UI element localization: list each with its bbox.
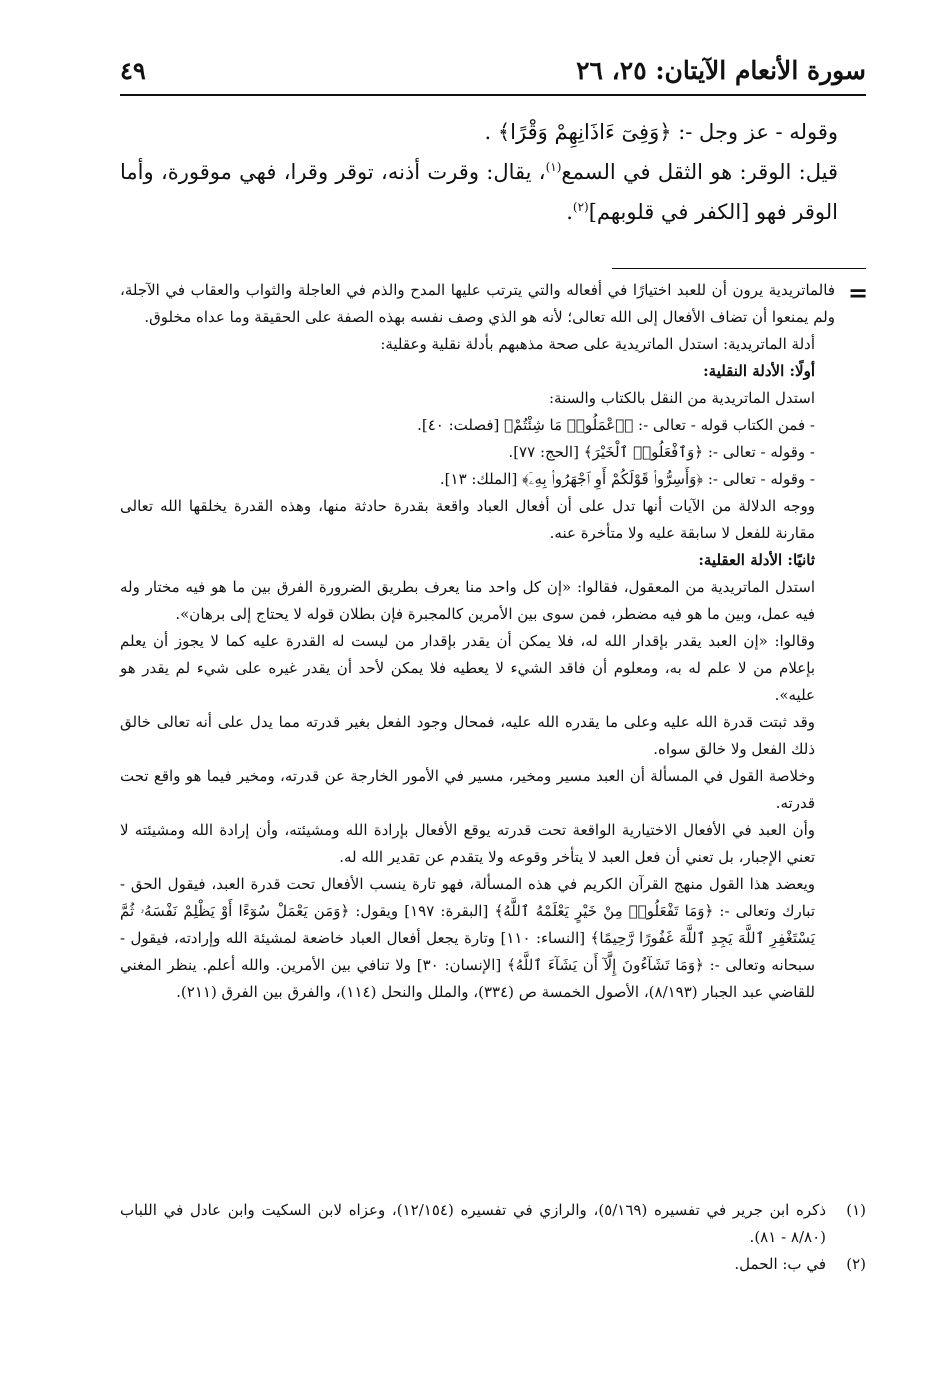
footnote-text: ذكره ابن جرير في تفسيره (٥/١٦٩)، والرازي في تفسيره (١٢/١٥٤)، وعزاه لابن السكيت وابن عادل في اللباب (٨/٨٠ - ٨١). — [120, 1201, 826, 1246]
running-header — [120, 54, 866, 94]
footnote-text: في ب: الحمل. — [734, 1255, 826, 1273]
commentary-paragraph: وأن العبد في الأفعال الاختيارية الواقعة تحت قدرته يوقع الأفعال بإرادة الله ومشيئته، وأن إرادة الله ومشيئته لا تعني الإجبار، بل تعني أن فعل العبد لا يتأخر وقوعه ولا يتقدم عن تقدير الله له. — [120, 821, 815, 866]
commentary-heading: أولًا: الأدلة النقلية: — [703, 362, 815, 380]
commentary-paragraph: وقالوا: «إن العبد يقدر بإقدار الله له، فلا يمكن أن يقدر بإقدار من ليست له القدرة عليه كما لا يجوز أن يعلم بإعلام من لا علم له به، ومعلوم أن فاقد الشيء لا يعطيه فلا يمكن لأحد أن يقدر غيره على شيء لم يقدر هو عليه». — [120, 632, 815, 704]
footnote-separator — [612, 268, 866, 269]
main-p2-text-c: . — [566, 200, 573, 224]
footnote-1 — [120, 1197, 866, 1251]
commentary-evidence-item: - وقوله - تعالى -: ﴿وَٱفْعَلُوا۟ ٱلْخَيْرَ﴾ [الحج: ٧٧]. — [508, 443, 815, 461]
main-p2-text-a: قيل: الوقر: هو الثقل في السمع — [561, 160, 839, 184]
page-number: ٤٩ — [120, 56, 146, 85]
commentary-paragraph: أدلة الماتريدية: استدل الماتريدية على صحة مذهبهم بأدلة نقلية وعقلية: — [380, 335, 815, 353]
main-paragraph-2 — [120, 152, 866, 232]
commentary-evidence-item: - وقوله - تعالى -: ﴿وَأَسِرُّوا۟ قَوْلَكُمْ أَوِ ٱجْهَرُوا۟ بِهِۦٓ﴾ [الملك: ١٣]. — [439, 470, 815, 488]
main-paragraph-1: وقوله - عز وجل -: ﴿وَفِىٓ ءَاذَانِهِمْ وَقْرًا﴾ . — [484, 120, 838, 144]
footnote-ref-1[interactable]: (١) — [545, 160, 562, 174]
header-title: سورة الأنعام الآيتان: ٢٥، ٢٦ — [576, 56, 866, 85]
footnote-2 — [120, 1251, 866, 1278]
footnote-number: (١) — [846, 1201, 866, 1219]
main-p2-text-b: ، يقال: وقرت أذنه، توقر وقرا، فهي موقورة، وأما الوقر فهو [الكفر في قلوبهم] — [120, 160, 838, 224]
commentary-paragraph: فالماتريدية يرون أن للعبد اختيارًا في أفعاله والتي يترتب عليها المدح والذم في العاجلة والثواب والعقاب في الآجلة، ولم يمنعوا أن تضاف الأفعال إلى الله تعالى؛ لأنه هو الذي وصف نفسه بهذه الصفة على الحقيقة وما عداه مخلوق. — [120, 281, 835, 326]
footnotes — [120, 1197, 866, 1278]
commentary-paragraph: استدل الماتريدية من المعقول، فقالوا: «إن كل واحد منا يعرف بطريق الضرورة الفرق بين ما هو فيه مختار وله فيه عمل، وبين ما هو فيه مضطر، فمن سوى بين الأمرين كالمجبرة فإن بطلان قوله لا يحتاج إلى برهان». — [120, 578, 815, 623]
commentary-paragraph: ووجه الدلالة من الآيات أنها تدل على أن أفعال العباد واقعة بقدرة حادثة منها، وهذه القدرة يخلقها الله تعالى مقارنة للفعل لا سابقة عليه ولا متأخرة عنه. — [120, 497, 815, 542]
commentary-paragraph: وقد ثبتت قدرة الله عليه وعلى ما يقدره الله عليه، فمحال وجود الفعل بغير قدرته مما يدل على أنه تعالى خالق ذلك الفعل ولا خالق سواه. — [120, 713, 815, 758]
commentary-heading: ثانيًا: الأدلة العقلية: — [698, 551, 815, 569]
commentary-evidence-item: - فمن الكتاب قوله - تعالى -: ﴿ٱعْمَلُوا۟ مَا شِئْتُمْ﴾ [فصلت: ٤٠]. — [417, 416, 815, 434]
commentary-paragraph: ويعضد هذا القول منهج القرآن الكريم في هذه المسألة، فهو تارة ينسب الأفعال تحت قدرة العبد، فيقول الحق - تبارك وتعالى -: ﴿وَمَا تَفْعَلُوا۟ مِنْ خَيْرٍ يَعْلَمْهُ ٱللَّهُ﴾ [البقرة: ١٩٧] ويقول: ﴿وَمَن يَعْمَلْ سُوٓءًا أَوْ يَظْلِمْ نَفْسَهُۥ ثُمَّ يَسْتَغْفِرِ ٱللَّهَ يَجِدِ ٱللَّهَ غَفُورًا رَّحِيمًا﴾ [النساء: ١١٠] وتارة يجعل أفعال العباد خاضعة لمشيئة الله وإرادته، فيقول - سبحانه وتعالى -: ﴿وَمَا تَشَآءُونَ إِلَّآ أَن يَشَآءَ ٱللَّهُ﴾ [الإنسان: ٣٠] ولا تنافي بين الأمرين. والله أعلم. ينظر المغني للقاضي عبد الجبار (٨/١٩٣)، الأصول الخمسة ص (٣٣٤)، والملل والنحل (١١٤)، والفرق بين الفرق (٢١١). — [120, 875, 815, 1001]
commentary-block — [120, 277, 835, 1006]
footnote-ref-2[interactable]: (٢) — [572, 200, 589, 214]
footnote-number: (٢) — [846, 1255, 866, 1273]
commentary-paragraph: وخلاصة القول في المسألة أن العبد مسير ومخير، مسير في الأمور الخارجة عن قدرته، ومخير فيما هو واقع تحت قدرته. — [120, 767, 815, 812]
commentary-paragraph: استدل الماتريدية من النقل بالكتاب والسنة: — [548, 389, 815, 407]
header-rule — [120, 94, 866, 96]
continuation-mark: = — [848, 278, 869, 307]
main-text — [120, 112, 866, 232]
